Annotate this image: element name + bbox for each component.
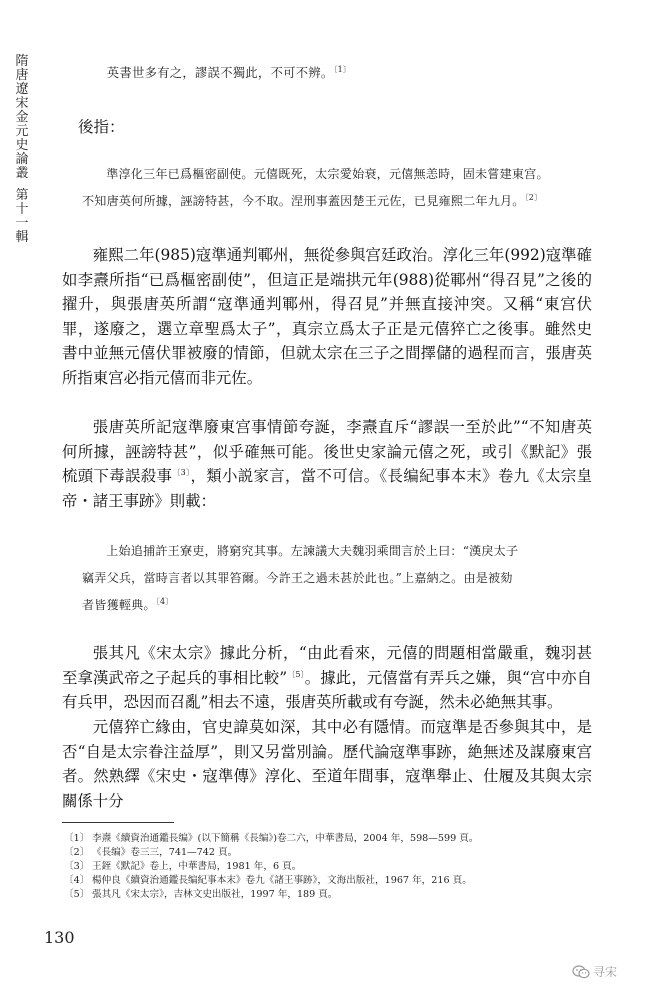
footnote-ref-2[interactable]: 〔2〕	[524, 192, 543, 202]
quote-line: 者皆獲輕典。$^{〔4〕}$	[82, 596, 174, 612]
block-quote-second	[82, 161, 602, 215]
footnote-ref-4[interactable]: 〔4〕	[155, 596, 174, 606]
footnote-item: 〔1〕 李燾《續資治通鑑長编》(以下簡稱《長编》)卷二六，中華書局，2004 年，598—599 頁。	[64, 833, 479, 844]
quote-line: 竊弄父兵，當時言者以其罪笞爾。今許王之過未甚於此也。”上嘉納之。由是被劾	[82, 571, 513, 585]
quote-line: 英書世多有之，謬誤不獨此，不可不辨。$^{〔1〕}$	[106, 64, 352, 80]
footnotes	[64, 832, 584, 902]
body-paragraph-1: 雍熙二年(985)寇準通判鄆州，無從參與宫廷政治。淳化三年(992)寇準確如李燾所指“已爲樞密副使”，但這正是端拱元年(988)從鄆州“得召見”之後的擢升，與張唐英所謂“寇準通判鄆州，得召見”并無直接沖突。又稱“東宫伏罪，遂廢之，選立章聖爲太子”，真宗立爲太子正是元僖猝亡之後事。雖然史書中並無元僖伏罪被廢的情節，但就太宗在三子之間擇儲的過程而言，張唐英所指東宫必指元僖而非元佐。	[62, 246, 592, 387]
footnote-item: 〔5〕 張其凡《宋太宗》，吉林文史出版社，1997 年，189 頁。	[64, 889, 338, 900]
page-number: 130	[44, 928, 75, 947]
footnote-item: 〔3〕 王銍《默記》卷上，中華書局，1981 年，6 頁。	[64, 861, 302, 872]
footnote-ref-1[interactable]: 〔1〕	[333, 64, 352, 74]
block-quote-third	[82, 538, 602, 619]
watermark	[572, 963, 617, 980]
series-title: 隋唐遼宋金元史論叢	[15, 54, 29, 181]
block-quote-top	[82, 59, 602, 86]
footnote-divider	[62, 822, 174, 823]
quote-line: 不知唐英何所據，誣謗特甚，今不取。涅刑事蓋因楚王元佐，已見雍熙二年九月。$^{〔2〕}$	[82, 192, 543, 208]
footnote-ref-3[interactable]: 〔3〕	[172, 468, 191, 478]
footnote-item: 〔4〕 楊仲良《續資治通鑑長编紀事本末》卷九《諸王事跡》，文海出版社，1967 年，216 頁。	[64, 875, 472, 886]
running-head	[10, 55, 34, 245]
quote-line: 上始追捕許王寮吏，將窮究其事。左諫議大夫魏羽乘間言於上曰：“漢戾太子	[106, 544, 519, 558]
body-paragraph-3: 張其凡《宋太宗》據此分析，“由此看來，元僖的問題相當嚴重，魏羽甚至拿漢武帝之子起兵的事相比較”$^{〔5〕}$。據此，元僖當有弄兵之嫌，與“宫中亦自有兵甲，恐因而召亂”相去不遠，張唐英所載或有夸誕，然未必絶無其事。	[62, 644, 592, 712]
body-paragraph-2: 張唐英所記寇準廢東宫事情節夸誕，李燾直斥“謬誤一至於此”“不知唐英何所據，誣謗特甚”，似乎確無可能。後世史家論元僖之死，或引《默記》張梳頭下毒誤殺事$^{〔3〕}$，類小説家言，當不可信。《長编紀事本末》卷九《太宗皇帝・諸王事跡》則載：	[62, 418, 592, 510]
footnote-ref-5[interactable]: 〔5〕	[287, 669, 305, 679]
wechat-icon	[572, 965, 590, 979]
footnote-item: 〔2〕 《長编》卷三三，741—742 頁。	[64, 847, 238, 858]
volume-number: 第十一輯	[15, 188, 29, 245]
body-paragraph-4: 元僖猝亡緣由，官史諱莫如深，其中必有隱情。而寇準是否參與其中，是否“自是太宗眷注益厚”，則又另當別論。歷代論寇準事跡，絶無述及謀廢東宫者。然熟繹《宋史・寇準傳》淳化、至道年間事，寇準舉止、仕履及其與太宗關係十分	[62, 718, 592, 810]
watermark-text: 寻宋	[593, 965, 618, 979]
section-heading: 後指：	[78, 118, 125, 136]
quote-line: 準淳化三年已爲樞密副使。元僖既死，太宗愛始衰，元僖無恙時，固未嘗建東宫。	[106, 167, 549, 181]
